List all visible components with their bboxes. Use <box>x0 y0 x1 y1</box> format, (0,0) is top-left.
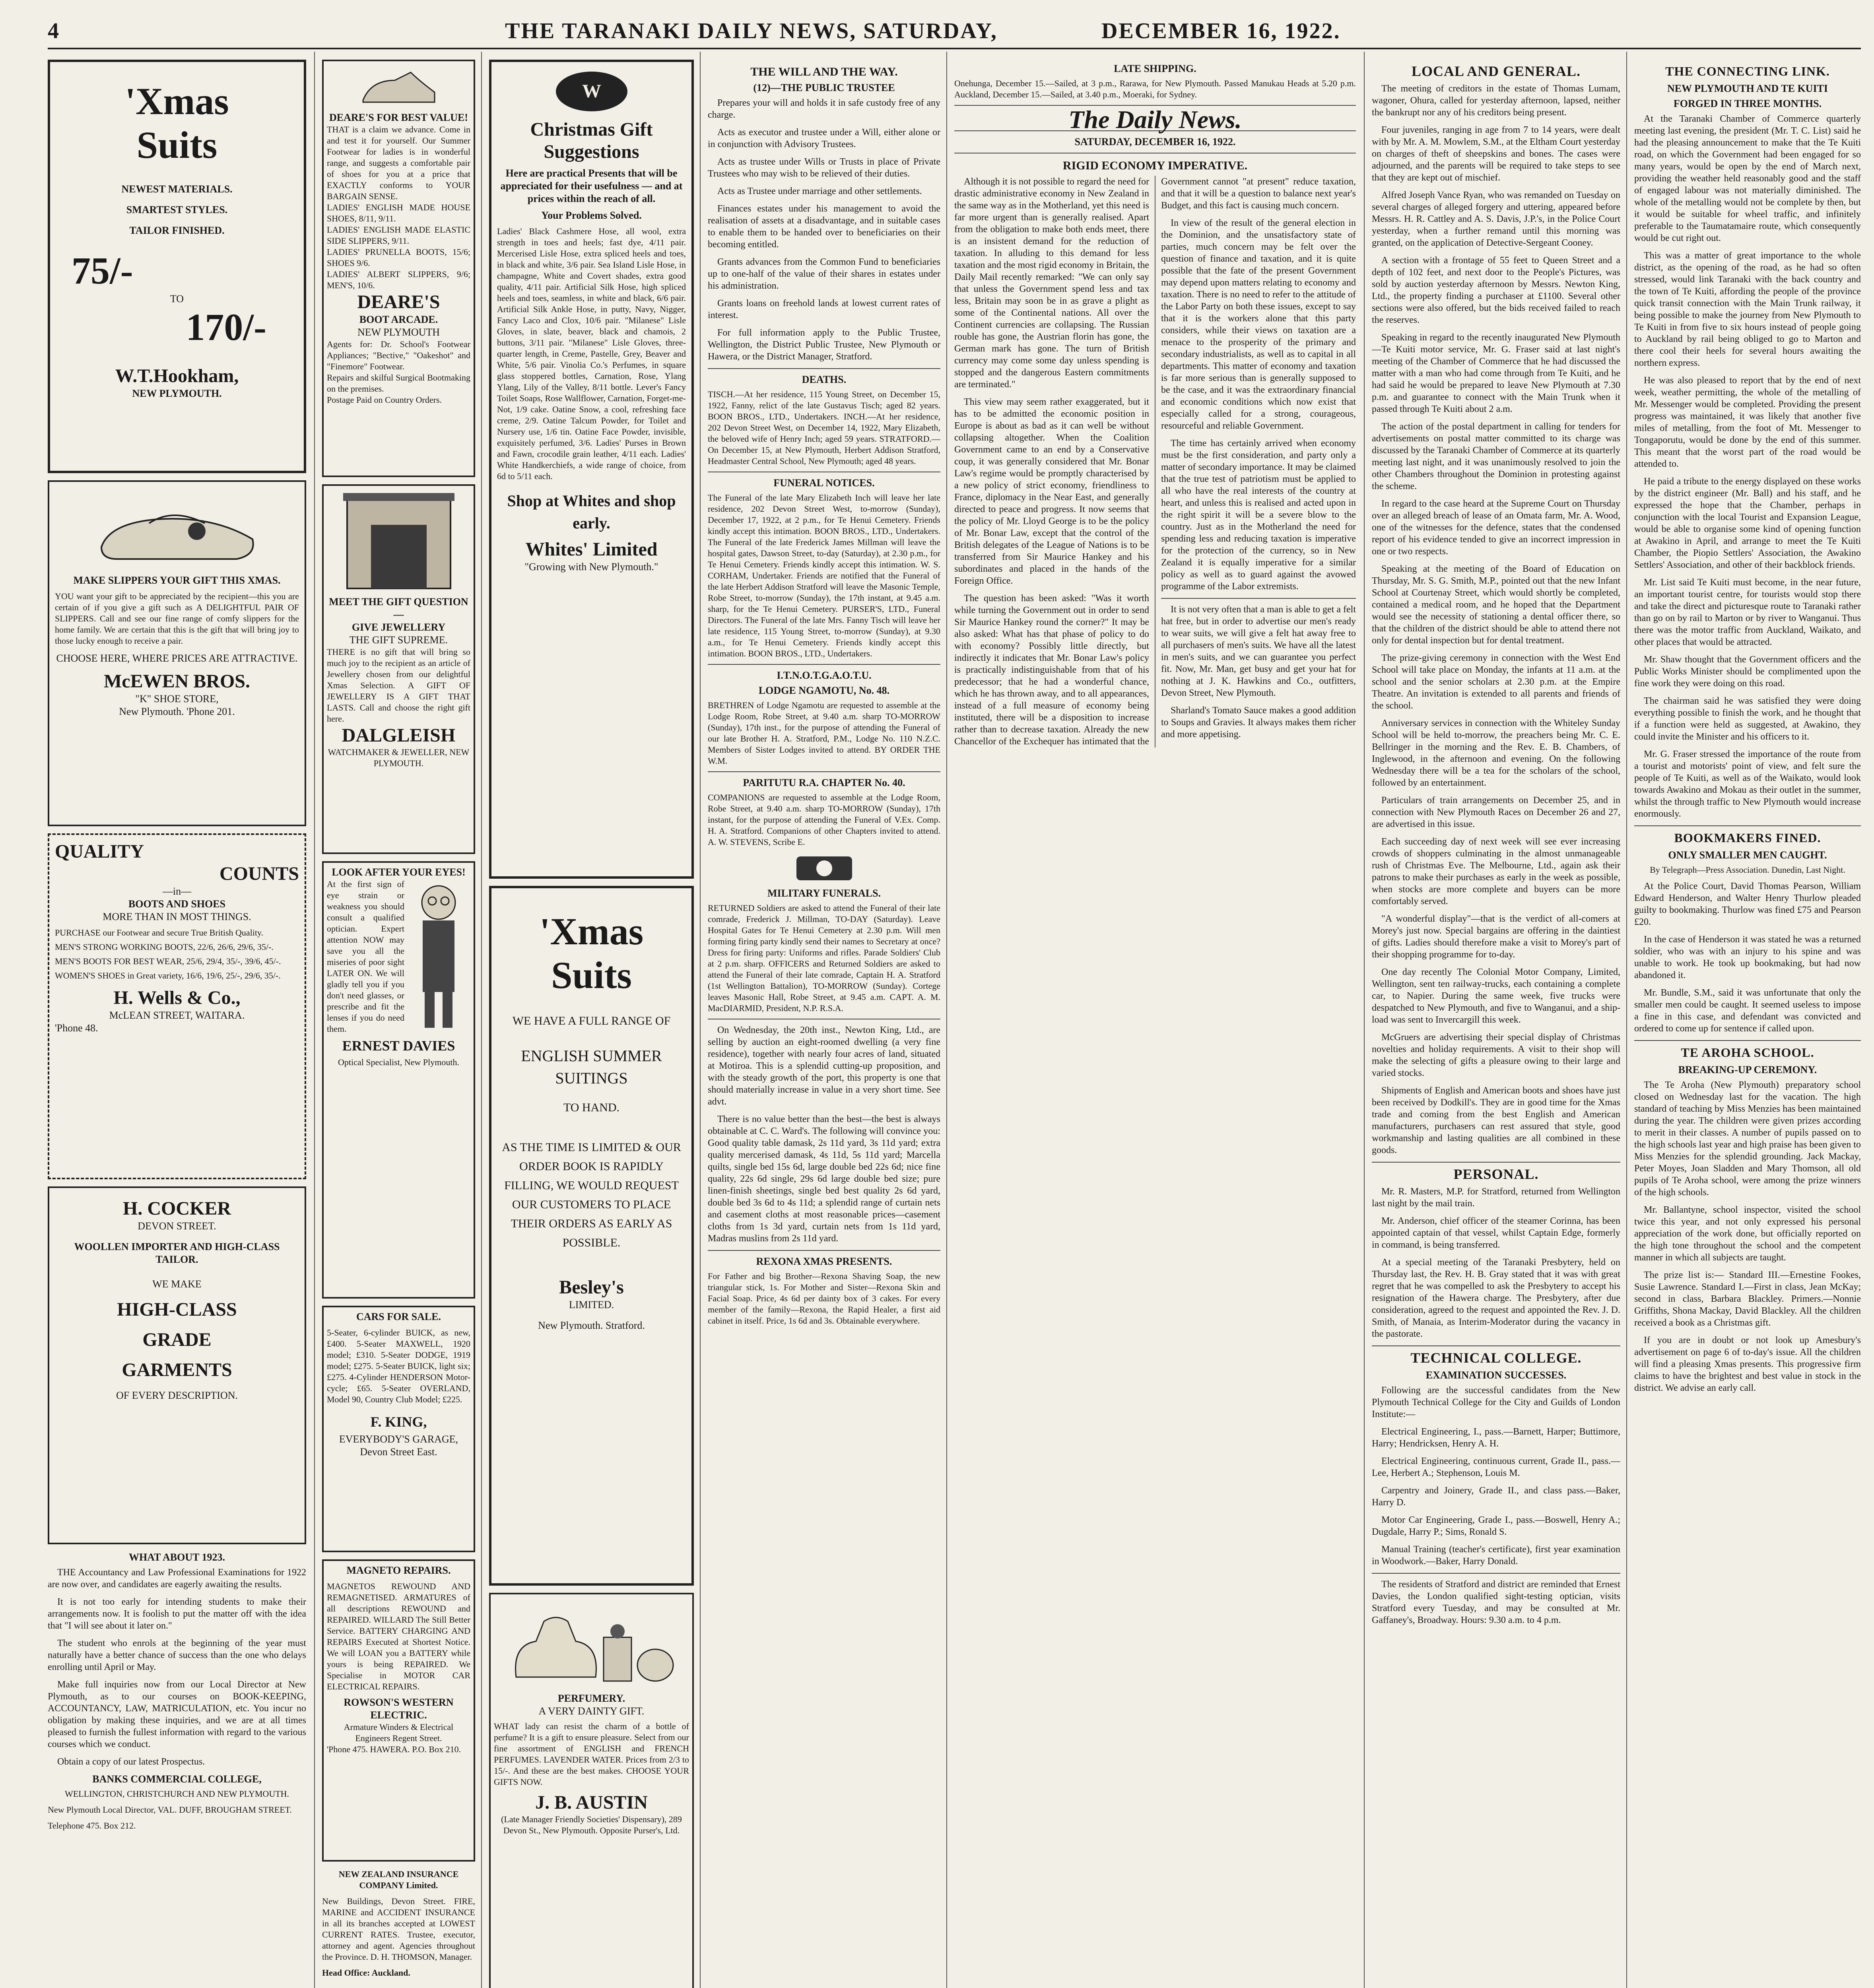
advertiser-shop: BOOT ARCADE. <box>359 314 438 325</box>
ad-body: Make full inquiries now from our Local Director at New Plymouth, as to our courses on BOOK-KEEPING, ACCOUNTANCY, LAW, MATRICULATION, etc. You incur no obligation by making these inquiries, and we are at all times pleased to furnish the fullest information with regard to the various courses which we conduct. <box>48 1679 306 1749</box>
paragraph: Anniversary services in connection with the Whiteley Sunday School will be held to-morrow, the preachers being Mr. C. E. Bellringer in the morning and the Rev. E. B. Chambers, of Inglewood, in the afternoon and evening. On the following Wednesday there will be a tea for the scholars of the school, followed by an entertainment. <box>1372 718 1620 788</box>
paragraph: Following are the successful candidates from the New Plymouth Technical College for the City and Guilds of London Institute:— <box>1372 1385 1620 1419</box>
column-4 <box>708 60 940 1988</box>
price-to: TO <box>170 293 184 305</box>
rsa-badge-icon <box>792 852 856 884</box>
editorial-date: SATURDAY, DECEMBER 16, 1922. <box>1074 136 1236 148</box>
paragraph: Mr. Anderson, chief officer of the steamer Corinna, has been appointed captain of that vessel, whilst Captain Edge, formerly in command, is being transferred. <box>1372 1216 1620 1250</box>
advertiser-place: NEW PLYMOUTH. <box>132 388 222 399</box>
ad-body: AS THE TIME IS LIMITED & OUR ORDER BOOK IS RAPIDLY FILLING, WE WOULD REQUEST OUR CUSTOMERS TO PLACE THEIR ORDERS AS EARLY AS POSSIBLE. <box>502 1141 681 1249</box>
banks-college-advert <box>48 1551 306 1831</box>
advertiser-name: H. COCKER <box>122 1198 231 1219</box>
paragraph: Mr. Ballantyne, school inspector, visited the school twice this year, and not only expressed his personal appreciation of the work done, but officially reported on the high tone throughout the school and the competent manner in which all subjects are taught. <box>1634 1205 1861 1263</box>
ad-heading: NEW ZEALAND INSURANCE COMPANY Limited. <box>338 1869 459 1890</box>
ad-body: THAT is a claim we advance. Come in and test it for yourself. Our Summer Footwear for ladies is in wonderful range, and suggests a comfortable pair of shoes for you at a price that EXACTLY conforms to YOUR BARGAIN SENSE. <box>327 124 470 201</box>
column-rule <box>481 52 482 1988</box>
ad-body: MAGNETOS REWOUND AND REMAGNETISED. ARMATURES of all descriptions REWOUND and REPAIRED. WILLARD The Still Better Service. BATTERY CHARGING AND REPAIRS Executed at Shortest Notice. We will LOAN you a BATTERY while yours is being REPAIRED. We Specialise in MOTOR CAR ELECTRICAL REPAIRS. <box>327 1581 470 1691</box>
ad-heading: CARS FOR SALE. <box>356 1311 441 1322</box>
advertiser-slogan: "Growing with New Plymouth." <box>524 561 658 573</box>
perfume-bottles-illustration <box>504 1598 679 1689</box>
section-subheading: LODGE NGAMOTU, No. 48. <box>758 685 890 696</box>
column-6 <box>1372 60 1620 1988</box>
ad-text: —in— <box>162 885 192 897</box>
column-1 <box>48 60 306 1988</box>
advertiser-name: Besley's <box>559 1277 624 1298</box>
nz-insurance-advert <box>322 1869 475 1978</box>
notice-text: BRETHREN of Lodge Ngamotu are requested to assemble at the Lodge Room, Robe Street, at 9.40 a.m. sharp TO-MORROW (Sunday), 17th inst., for the purpose of attending the Funeral of our late Brother H. A. Stratford, P.M., Lodge No. 110 N.Z.C. Members of Sister Lodges invited to attend. BY ORDER THE W.M. <box>708 700 940 766</box>
ad-heading: MAGNETO REPAIRS. <box>346 1565 451 1576</box>
editorial-body <box>954 176 1356 747</box>
ad-text: Head Office: Auckland. <box>322 1968 410 1978</box>
notice-text: The Funeral of the late Mary Elizabeth Inch will leave her late residence, 202 Devon Street West, to-morrow (Sunday), December 17, 1922, at 2 p.m., for Te Henui Cemetery. Friends kindly accept this intimation. BOON BROS., LTD., Undertakers. The Funeral of the late Frederick James Millman will leave the hospital gates, Dawson Street, to-day (Saturday), at 2.30 p.m., for Te Henui Cemetery. Friends kindly accept this intimation. W. S. CORHAM, Undertaker. Friends are notified that the Funeral of the late Herbert Addison Stratford will leave the Masonic Temple, Robe Street, to-morrow (Sunday), the 17th instant, at 9.45 a.m. sharp, for the Te Henui Cemetery. PURSER'S, LTD., Funeral Directors. The Funeral of the late Mrs. Fanny Tisch will leave her late residence, 115 Young Street, to-morrow (Sunday), at 9.30 a.m., for Te Henui Cemetery. Friends kindly accept this intimation. BOON BROS., LTD., Undertakers. <box>708 493 940 658</box>
section-heading: PERSONAL. <box>1453 1166 1539 1182</box>
column-5 <box>954 60 1356 1988</box>
notice-text: For Father and big Brother—Rexona Shaving Soap, the new triangular stick, 1s. For Mother and Sister—Rexona Skin and Facial Soap. Price, 4s 6d per dainty box of 3 cakes. For every member of the family—Rexona, the Rapid Healer, a first aid cabinet in itself. Price, 1s 6d and 3s. Obtainable everywhere. <box>708 1271 940 1326</box>
ad-text: MORE THAN IN MOST THINGS. <box>103 911 251 922</box>
paragraph: Mr. Bundle, S.M., said it was unfortunate that only the smaller men could be caught. It seemed useless to impose a fine in this case, and defendant was convicted and ordered to come up for sentence if called upon. <box>1634 988 1861 1034</box>
shoe-illustration <box>359 64 439 108</box>
editorial-heading: RIGID ECONOMY IMPERATIVE. <box>1062 159 1248 172</box>
paragraph: Electrical Engineering, I., pass.—Barnett, Harper; Buttimore, Harry; Hendricksen, Henry A. H. <box>1372 1427 1620 1449</box>
ad-body: Agents for: Dr. School's Footwear Appliances; "Bective," "Oakeshot" and "Finemore" Footwear. <box>327 339 470 371</box>
paragraph: Speaking in regard to the recently inaugurated New Plymouth—Te Kuiti motor service, Mr. G. Fraser said at last night's meeting of the Chamber of Commerce that he had discussed the matter with a man who had come through from Te Kuiti, and he had said he would be prepared to leave New Plymouth at 7.30 p.m. and guarantee to connect with the Main Trunk when it passed through Te Kuiti about 2 a.m. <box>1372 332 1620 414</box>
paragraph: McGruers are advertising their special display of Christmas novelties and holiday requirements. A visit to their shop will make the selecting of gifts a pleasure owing to their large and varied stocks. <box>1372 1032 1620 1078</box>
paragraph: Motor Car Engineering, Grade I., pass.—Boswell, Henry A.; Dugdale, Harry P.; Sims, Ronald S. <box>1372 1515 1620 1537</box>
paragraph: This was a matter of great importance to the whole district, as the opening of the road, as he had so often stressed, would link Taranaki with the back country and the town of Te Kuiti, affording the people of the province quick transit connection with the Main Trunk railway, it being possible to make the journey from New Plymouth to Te Kuiti in from five to six hours instead of people going to Auckland by rail being obliged to go to Marton and there cool their heels for several hours awaiting the northern express. <box>1634 250 1861 368</box>
divider <box>708 1250 940 1251</box>
divider <box>708 771 940 772</box>
advertiser-name: J. B. AUSTIN <box>535 1792 648 1813</box>
ad-heading: HIGH-CLASS <box>117 1299 237 1320</box>
paragraph: The Te Aroha (New Plymouth) preparatory school closed on Wednesday last for the vacation. The high standard of teaching by Miss Menzies has been maintained during the year. The children were given prizes according to merit in their classes. A number of pupils passed on to the high schools last year and high praise has been given to Miss Menzies for the splendid grounding. Jack Mackay, Peter Moyes, Joan Sladden and Mary Thomson, all old pupils of Te Aroha school, were among the prize winners of the high schools. <box>1634 1080 1861 1198</box>
notice-text: COMPANIONS are requested to assemble at the Lodge Room, Robe Street, at 9.40 a.m. sharp TO-MORROW (Sunday), 17th instant, for the purpose of attending the Funeral of V.Ex. Comp. H. A. Stratford. Companions of other Chapters invited to attend. A. W. STEVENS, Scribe E. <box>708 792 940 847</box>
paragraph: Acts as Trustee under marriage and other settlements. <box>717 186 922 196</box>
section-heading: BOOKMAKERS FINED. <box>1674 831 1821 845</box>
column-7 <box>1634 60 1861 1988</box>
ad-body: Postage Paid on Country Orders. <box>327 395 442 405</box>
ad-heading: Suits <box>136 124 218 166</box>
advertiser-address: New Plymouth. 'Phone 201. <box>119 706 235 717</box>
ad-body: YOU want your gift to be appreciated by the recipient—this you are certain of if you give a gift such as A DELIGHTFUL PAIR OF SLIPPERS. Call and see our fine range of comfy slippers for the home family. We are certain that this is the gift that will bring joy to those lucky enough to receive a pair. <box>55 591 299 646</box>
wells-advert <box>48 833 306 1179</box>
section-heading: REXONA XMAS PRESENTS. <box>756 1256 892 1267</box>
paragraph: Electrical Engineering, continuous current, Grade II., pass.—Lee, Herbert A.; Stephenson, Louis M. <box>1372 1456 1620 1478</box>
advertiser-name: W.T.Hookham, <box>115 365 239 386</box>
section-heading: TE AROHA SCHOOL. <box>1681 1045 1814 1060</box>
paragraph: Each succeeding day of next week will see ever increasing crowds of shoppers culminating in the almost unmanageable rush of Christmas Eve. The Melbourne, Ltd., again ask their patrons to make their purchases as early in the week as possible, when stocks are more complete and buyers can be more comfortably served. <box>1372 837 1620 907</box>
paragraph: Manual Training (teacher's certificate), first year examination in Woodwork.—Baker, Harry Donald. <box>1372 1544 1620 1567</box>
section-subheading: NEW PLYMOUTH AND TE KUITI <box>1667 83 1828 94</box>
ad-heading: Suits <box>551 954 632 996</box>
ad-list-item: LADIES' ENGLISH MADE HOUSE SHOES, 8/11, 9/11. <box>327 202 470 223</box>
ad-body: 5-Seater, 6-cylinder BUICK, as new, £400. 5-Seater MAXWELL, 1920 model; £310. 5-Seater DODGE, 1919 model; £275. 5-Seater BUICK, light six; £275. 4-Cylinder HENDERSON Motor-cycle; £65. 5-Seater OVERLAND, Model 90, Country Club Model; £225. <box>327 1328 470 1404</box>
paragraph: One day recently The Colonial Motor Company, Limited, Wellington, sent ten railway-trucks, each containing a complete car, to Napier. During the same week, five trucks were despatched to New Plymouth, and five to Wanganui, and a ship-load was sent to Invercargill this week. <box>1372 967 1620 1025</box>
paragraph: The time has certainly arrived when economy must be the first consideration, and party only a matter of secondary importance. It may be claimed that the true test of patriotism must be applied to all who have the real interests of the country at heart, and unless this is realised and acted upon in the right spirit it will be a severe blow to the country. Just as in the Motherland the need for spending less and reducing taxation is imperative for the protection of the currency, so in New Zealand it is equally imperative for a similar policy as well as to guard against the avowed programme of the Labor extremists. <box>1161 438 1356 592</box>
ad-text: TO HAND. <box>563 1101 620 1114</box>
mcewen-advert <box>48 480 306 826</box>
paragraph: Mr. G. Fraser stressed the importance of the route from a tourist and motorists' point of view, and felt sure the people of Te Kuiti, as well as of the Waikato, would look towards Awakino and Mokau as their outlet in the summer, whilst the through traffic to New Plymouth would increase enormously. <box>1634 749 1861 819</box>
ad-heading: LOOK AFTER YOUR EYES! <box>332 866 466 878</box>
paragraph: The prize list is:— Standard III.—Ernestine Fookes, Susie Lawrence. Standard I.—First in class, Jean McKay; second in class, Barbara Blackley. Primers.—Nonnie Griffiths, Shona Mackay, David Blackley. All the children received a book as a Christmas gift. <box>1634 1270 1861 1328</box>
ad-text: Telephone 475. Box 212. <box>48 1821 136 1831</box>
divider <box>708 664 940 665</box>
optician-man-illustration <box>407 879 470 1030</box>
ad-list-item: LADIES' PRUNELLA BOOTS, 15/6; SHOES 9/6. <box>327 247 470 268</box>
ad-heading: MEET THE GIFT QUESTION— <box>329 596 468 620</box>
paragraph: Acts as trustee under Wills or Trusts in place of Private Trustees who may wish to be relieved of their duties. <box>708 157 940 179</box>
notice-text: TISCH.—At her residence, 115 Young Street, on December 15, 1922, Fanny, relict of the late Gustavus Tisch; aged 82 years. BOON BROS., LTD., Undertakers. INCH.—At her residence, 202 Devon Street West, on December 14, 1922, Mary Elizabeth, the beloved wife of Henry Inch; aged 59 years. STRATFORD.—On December 15, at New Plymouth, Herbert Addison Stratford, Headmaster Central School, New Plymouth; aged 48 years. <box>708 389 940 466</box>
ad-body: Obtain a copy of our latest Prospectus. <box>57 1757 205 1767</box>
issue-date: DECEMBER 16, 1922. <box>1101 19 1341 43</box>
ad-body: The student who enrols at the beginning of the year must naturally have a better chance of success than the one who delays enrolling until April or May. <box>48 1638 306 1672</box>
column-2 <box>322 60 475 1988</box>
paragraph: Finances estates under his management to avoid the realisation of assets at a disadvantage, and in suitable cases to enable them to be handed over to beneficiaries on their becoming entitled. <box>708 204 940 250</box>
advertiser-name: ROWSON'S WESTERN ELECTRIC. <box>344 1697 454 1721</box>
advertiser-trade: Optical Specialist, New Plymouth. <box>338 1057 459 1067</box>
ad-list-item: LADIES' ALBERT SLIPPERS, 9/6; MEN'S, 10/6. <box>327 269 470 290</box>
section-heading: FUNERAL NOTICES. <box>773 477 875 489</box>
ad-body: MEN'S STRONG WORKING BOOTS, 22/6, 26/6, 29/6, 35/-. <box>55 942 274 952</box>
paragraph: Carpentry and Joinery, Grade II., and class pass.—Baker, Harry D. <box>1372 1485 1620 1508</box>
divider <box>1161 598 1356 599</box>
deare-advert <box>322 60 475 477</box>
advertiser-name: McEWEN BROS. <box>103 671 250 692</box>
section-subheading: BREAKING-UP CEREMONY. <box>1678 1064 1817 1076</box>
paragraph: Sharland's Tomato Sauce makes a good addition to Soups and Gravies. It always makes them richer and more appetising. <box>1161 705 1356 740</box>
ad-heading: GARMENTS <box>122 1359 232 1380</box>
advertiser-name: Whites' Limited <box>525 539 658 560</box>
section-heading: LOCAL AND GENERAL. <box>1411 63 1581 79</box>
cocker-advert <box>48 1186 306 1544</box>
ad-heading: PERFUMERY. <box>557 1693 625 1704</box>
paragraph: He paid a tribute to the energy displayed on these works by the district engineer (Mr. Ball) and his staff, and he expressed the hope that the Chamber, perhaps in conjunction with the local Tourist and Expansion League, would be able to organise some kind of opening function at Awakino in April, and arrange to meet the Te Kuiti Chamber, the Piopio Settlers' Association, the Awakino Settlers' Association, and other of their backblock friends. <box>1634 476 1861 570</box>
paragraph: The chairman said he was satisfied they were doing everything possible to finish the work, and he thought that if a function were held as suggested, at Awakino, they could invite the Minister and his officers to it. <box>1634 696 1861 742</box>
ad-heading: GIVE JEWELLERY <box>351 621 446 633</box>
ad-body: THERE is no gift that will bring so much joy to the recipient as an article of Jewellery chosen from our delightful Xmas Selection. A GIFT OF JEWELLERY IS A GIFT THAT LASTS. Call and choose the right gift here. <box>327 647 470 724</box>
paragraph: Grants loans on freehold lands at lowest current rates of interest. <box>708 298 940 320</box>
ad-text: BOOTS AND SHOES <box>128 898 226 910</box>
ad-heading: 'Xmas <box>125 80 229 122</box>
byline: By Telegraph—Press Association. Dunedin, Last Night. <box>1650 865 1845 875</box>
ad-body: Ladies' Black Cashmere Hose, all wool, extra strength in toes and heels; fast dye, 4/11 pair. Mercerised Lisle Hose, extra spliced heels and toes, in black and white, 3/6 pair. Sea Island Lisle Hose, in champagne, White and Covert shades, extra good quality, 4/11 pair. Artificial Silk Hose, high spliced heels and toes, seamless, in white and black, 6/6 pair. Artificial Silk Ankle Hose, in putty, Navy, Nigger, Fancy Laco and Clox, 10/6 pair. "Milanese" Lisle Gloves, in slate, beaver, black and chamois, 2 buttons, 3/11 pair. "Milanese" Lisle Gloves, three-quarter length, in Creme, Pastelle, Grey, Beaver and White, 5/6 pair. Vinolia Co.'s Perfumes, in square glass stoppered bottles, Carnation, Rose, Ylang Ylang, Lily of the Valley, 8/11 bottle. Lever's Fancy Toilet Soaps, Rose Wallflower, Carnation, Forget-me-Not, 1/9 cake. Oatine Snow, a cool, refreshing face creme, 2/9. Oatine Talcum Powder, for Toilet and Nursery use, 1/6 tin. Oatine Face Powder, invisible, exquisitely perfumed, 3/6. Ladies' Purses in Brown and Fawn, crocodile grain leather, 4/11 each. Ladies' White Handkerchiefs, a wide range of choice, from 6d to 5/11 each. <box>497 226 686 481</box>
advertiser-name: F. KING, <box>370 1414 427 1430</box>
ad-heading: GRADE <box>142 1329 212 1350</box>
advertiser-phone: 'Phone 48. <box>55 1022 98 1034</box>
advertiser-address: (Late Manager Friendly Societies' Dispensary), 289 Devon St., New Plymouth. Opposite Purser's, Ltd. <box>501 1814 682 1835</box>
paragraph: Prepares your will and holds it in safe custody free of any charge. <box>708 98 940 120</box>
ad-body: MEN'S BOOTS FOR BEST WEAR, 25/6, 29/4, 35/-, 39/6, 45/-. <box>55 956 281 966</box>
advertiser-name: ERNEST DAVIES <box>342 1038 455 1054</box>
advertiser-name: DEARE'S <box>357 291 440 313</box>
ad-heading: 'Xmas <box>539 910 644 953</box>
advertiser-name: H. Wells & Co., <box>113 987 241 1008</box>
advertiser-shop: "K" SHOE STORE, <box>135 693 219 705</box>
paragraph: At the Police Court, David Thomas Pearson, William Edward Henderson, and Walter Henry Thurlow pleaded guilty to bookmaking. Thurlow was fined £75 and Pearson £20. <box>1634 881 1861 927</box>
page-number: 4 <box>48 19 60 43</box>
paragraph: It is not very often that a man is able to get a felt hat free, but in order to advertise our men's ready to wear suits, we will give a felt hat away free to all purchasers of men's suits. We have all the latest in men's suits, and we can guarantee you perfect fit. Now, Mr. Man, get busy and get your hat for nothing at J. K. Hawkins and Co., outfitters, Devon Street, New Plymouth. <box>1161 604 1356 698</box>
notice-text: Onehunga, December 15.—Sailed, at 3 p.m., Rarawa, for New Plymouth. Passed Manukau Heads at 5.20 p.m. Auckland, December 15.—Sailed, at 3.40 p.m., Moeraki, for Sydney. <box>954 78 1356 99</box>
paragraph: Although it is not possible to regard the need for drastic administrative economy in New Zealand in the same way as in the Motherland, yet this need is far more urgent than is generally realised. Apart from the obligation to make both ends meet, there is an insistent demand for the reduction of taxation. In alluding to this demand for less taxation and the most rigid economy in Britain, the Daily Mail recently remarked: "We can only say that unless the Government spend less and tax less, Britain may soon be in as grave a plight as some of the Continental nations. All over the Continent currencies are collapsing. The Russian rouble has gone, the Austrian florin has gone, the German mark has gone. The turn of British currency may come some day unless spending is stopped and the dangerous Eastern commitments are terminated." <box>954 177 1149 390</box>
divider <box>1372 1345 1620 1346</box>
hookham-advert <box>48 60 306 473</box>
paragraph: The prize-giving ceremony in connection with the West End School will take place on Monday, the infants at 11 a.m. at the school and the senior scholars at 2.30 p.m. at the Empire Theatre. An invitation is extended to all parents and friends of the school. <box>1372 653 1620 711</box>
advertiser-address: Armature Winders & Electrical Engineers Regent Street. <box>344 1722 454 1743</box>
ad-heading: Christmas Gift Suggestions <box>530 119 653 162</box>
ad-body: PURCHASE our Footwear and secure True British Quality. <box>55 928 264 938</box>
ad-tagline: Shop at Whites and shop early. <box>507 492 676 532</box>
column-rule <box>700 52 701 1988</box>
ad-text: New Plymouth Local Director, VAL. DUFF, BROUGHAM STREET. <box>48 1805 292 1815</box>
paragraph: He was also pleased to report that by the end of next week, weather permitting, the whole of the metalling of Mr. Messenger would be completed. Providing the present progress was maintained, it was likely that another five miles of metalling, from the foot of Mt. Messenger to Tongaporutu, would be done by the end of this summer. This meant that the worst part of the road would be attended to. <box>1634 375 1861 469</box>
paragraph: Particulars of train arrangements on December 25, and in connection with New Plymouth Races on December 26 and 27, are advertised in this issue. <box>1372 795 1620 829</box>
paragraph: In the case of Henderson it was stated he was a returned soldier, who was with an injury to his spine and was unable to work. He took up bookmaking, but had now abandoned it. <box>1634 934 1861 980</box>
ad-body: WOMEN'S SHOES in Great variety, 16/6, 19/6, 25/-, 29/6, 35/-. <box>55 971 281 980</box>
whites-emblem-icon <box>552 68 631 115</box>
paragraph: The action of the postal department in calling for tenders for advertisements on postal matter committed to its charge was discussed by the Taranaki Chamber of Commerce at its quarterly meeting last night, and it was unanimously resolved to join the other Chambers throughout the Dominion in protesting against the scheme. <box>1372 421 1620 491</box>
advertiser-shop: EVERYBODY'S GARAGE, <box>339 1433 458 1445</box>
paragraph: Four juveniles, ranging in age from 7 to 14 years, were dealt with by Mr. A. M. Mowlem, S.M., at the Eltham Court yesterday on charges of theft of sheepskins and bones. The cases were adjourned, and the parents will be required to take steps to see that they are kept out of mischief. <box>1372 125 1620 183</box>
advertiser-name: BANKS COMMERCIAL COLLEGE, <box>92 1773 262 1785</box>
section-heading: THE WILL AND THE WAY. <box>750 65 898 78</box>
ad-tagline: TAILOR FINISHED. <box>129 225 225 236</box>
column-rule <box>314 52 315 1988</box>
whites-advert <box>489 60 694 879</box>
price-high: 170/- <box>186 306 266 348</box>
advertiser-trade: WATCHMAKER & JEWELLER, NEW PLYMOUTH. <box>328 747 470 768</box>
ad-heading: QUALITY <box>55 841 144 862</box>
ad-body: New Buildings, Devon Street. FIRE, MARINE and ACCIDENT INSURANCE in all its branches accepted at LOWEST CURRENT RATES. Trustee, executor, attorney and agent. Agencies throughout the Province. D. H. THOMSON, Manager. <box>322 1896 475 1962</box>
ad-body: It is not too early for intending students to make their arrangements now. It is foolish to put the matter off with the idea that "I will see about it later on." <box>48 1597 306 1631</box>
ad-heading: COUNTS <box>219 863 299 884</box>
ad-body: Repairs and skilful Surgical Bootmaking on the premises. <box>327 373 470 394</box>
paragraph: This view may seem rather exaggerated, but it has to be admitted the economic position in Europe is about as bad as it can well be without collapsing altogether. When the Coalition Government came to an end by a Conservative coup, it was generally considered that Mr. Bonar Law's regime would be promptly characterised by a new policy of strict economy, friendliness to France, diplomacy in the Near East, and generally directed to peace and progress. It now seems that the policy of Mr. Lloyd George is to be the policy of Mr. Bonar Law, except that the control of the British delegates of the League of Nations is to be transferred from Sir Maurice Hankey and his subordinates and placed in the hands of the Foreign Office. <box>954 397 1149 586</box>
paragraph: "A wonderful display"—that is the verdict of all-comers at Morey's just now. Special bargains are offering in the daintiest of gifts. Ladies should therefore make a visit to Morey's part of their shopping programme for to-day. <box>1372 914 1620 960</box>
ad-subheading: ENGLISH SUMMER SUITINGS <box>521 1047 662 1087</box>
section-heading: TECHNICAL COLLEGE. <box>1410 1350 1582 1366</box>
section-subheading: FORGED IN THREE MONTHS. <box>1673 98 1822 109</box>
column-rule <box>1626 52 1627 1988</box>
ad-body: WHAT lady can resist the charm of a bottle of perfume? It is a gift to ensure pleasure. Select from our fine assortment of ENGLISH and FRENCH PERFUMES. LAVENDER WATER. Prices from 2/3 to 15/-. And these are the best makes. CHOOSE YOUR GIFTS NOW. <box>494 1721 689 1787</box>
divider <box>1634 825 1861 826</box>
section-heading: I.T.N.O.T.G.A.O.T.U. <box>777 670 872 681</box>
section-subheading: ONLY SMALLER MEN CAUGHT. <box>1668 849 1827 861</box>
ad-tagline: NEWEST MATERIALS. <box>121 183 233 195</box>
ad-tagline: CHOOSE HERE, WHERE PRICES ARE ATTRACTIVE. <box>56 652 298 664</box>
davies-advert <box>322 861 475 1299</box>
ad-text: WE MAKE <box>152 1278 202 1290</box>
ad-list-item: LADIES' ENGLISH MADE ELASTIC SIDE SLIPPERS, 9/11. <box>327 225 470 246</box>
advertiser-place: NEW PLYMOUTH <box>357 326 440 338</box>
section-heading: THE CONNECTING LINK. <box>1665 64 1830 78</box>
paragraph: The question has been asked: "Was it worth while turning the Government out in order to send Sir Maurice Hankey round the corner?" It may be also asked: What has that phase of policy to do with economy? Possibly little directly, but indirectly it indicates that Mr. Bonar Law's policy is practically indistinguishable from that of his predecessor; that he had a wonderful chance, which he has thrown away, and to all appearances, instead of a full measure of economy being instituted, there will be a disposition to increase rather than to decrease taxation. Already the new Chancellor of the Exchequer has intimated that the Government cannot "at present" reduce taxation, and that it will be a question to balance next year's Budget, and this fact is causing much concern. <box>954 177 1356 747</box>
section-heading: LATE SHIPPING. <box>1114 63 1196 74</box>
paragraph: There is no value better than the best—the best is always obtainable at C. C. Ward's. The following will convince you: Good quality table damask, 2s 11d yard, 3s 11d yard; extra quality mercerised damask, 4s 11d, 5s 11d yard; Marcella quilts, single bed 15s 6d, large double bed 22s 6d; nice fine quality, 22s 6d single, 29s 6d large double bed size; pure linen-finish sheetings, single bed best quality 2s 6d yard, double bed 3s 6d to 4s 11d; a splendid range of curtain nets and casement cloths at most reasonable prices—casement cloths from 1s 3d yard, curtain nets from 1s 11d yard, Madras muslins from 2s 11d yard. <box>708 1114 940 1244</box>
ad-tagline: WOOLLEN IMPORTER AND HIGH-CLASS TAILOR. <box>74 1241 280 1265</box>
divider <box>1372 1162 1620 1163</box>
paragraph: Mr. Shaw thought that the Government officers and the Public Works Minister should be complimented upon the fine work they were doing on this road. <box>1634 654 1861 689</box>
ad-intro: Here are practical Presents that will be appreciated for their usefulness — and at prices within the reach of all. <box>500 167 683 204</box>
paragraph: If you are in doubt or not look up Amesbury's advertisement on page 6 of to-day's issue. All the children will find a pleasing Xmas presents. This progressive firm claims to have the brightest and best value in stock in the district. We advise an early call. <box>1634 1335 1861 1393</box>
dalgleish-advert <box>322 484 475 854</box>
slipper-illustration <box>93 491 260 567</box>
paragraph: In regard to the case heard at the Supreme Court on Thursday over an alleged breach of lease of an Omata farm, Mr. A. Wood, one of the witnesses for the defence, states that the condensed report of his evidence tended to give an incorrect impression in one or two respects. <box>1372 499 1620 557</box>
besley-advert <box>489 886 694 1586</box>
rowson-advert <box>322 1559 475 1862</box>
ad-body: THE Accountancy and Law Professional Examinations for 1922 are now over, and candidates are eagerly awaiting the results. <box>48 1567 306 1590</box>
advertiser-phone: 'Phone 475. HAWERA. P.O. Box 210. <box>327 1744 461 1754</box>
paragraph: The residents of Stratford and district are reminded that Ernest Davies, the London qualified sight-testing optician, visits Stratford every Tuesday, and may be consulted at Mr. Gaffaney's, Broadway. Hours: 9.30 a.m. to 4 p.m. <box>1372 1579 1620 1625</box>
paragraph: Alfred Joseph Vance Ryan, who was remanded on Tuesday on several charges of alleged forgery and uttering, appeared before Messrs. H. R. Cattley and A. S. Davis, J.P.'s, in the Police Court yesterday, when a further remand until this morning was granted, on the application of Detective-Sergeant Cooney. <box>1372 190 1620 248</box>
ad-body: At the first sign of eye strain or weakness you should consult a qualified optician. Expert attention NOW may save you all the miseries of poor sight LATER ON. We will gladly tell you if you don't need glasses, or prescribe and fit the lenses if you do need them. <box>327 879 404 1034</box>
section-subheading: (12)—THE PUBLIC TRUSTEE <box>753 82 895 93</box>
price-low: 75/- <box>72 249 133 292</box>
divider <box>708 368 940 369</box>
section-heading: DEATHS. <box>802 374 847 385</box>
advertiser-address: McLEAN STREET, WAITARA. <box>109 1010 245 1021</box>
paragraph: The meeting of creditors in the estate of Thomas Lumam, wagoner, Ohura, called for yesterday afternoon, lapsed, neither the bankrupt nor any of his creditors being present. <box>1372 83 1620 118</box>
ad-text: OF EVERY DESCRIPTION. <box>116 1390 238 1401</box>
ad-text: WELLINGTON, CHRISTCHURCH AND NEW PLYMOUTH. <box>64 1789 289 1799</box>
paragraph: On Wednesday, the 20th inst., Newton King, Ltd., are selling by auction an eight-roomed dwelling (a very fine residence), together with nearly four acres of land, situated at Motiroa. This is a splendid cutting-up proposition, and with the steady growth of the port, this property is one that should materially increase in value in a very short time. See advt. <box>708 1025 940 1107</box>
paragraph: For full information apply to the Public Trustee, Wellington, the District Public Trustee, New Plymouth or Hawera, or the District Manager, Stratford. <box>708 328 940 362</box>
ad-heading: THE GIFT SUPREME. <box>349 634 448 646</box>
newspaper-title: THE TARANAKI DAILY NEWS, SATURDAY, <box>505 19 998 43</box>
paragraph: Mr. List said Te Kuiti must become, in the near future, an important tourist centre, for tourists would stop there and take the direct and picturesque route to Taranaki rather than go on by rail to Marton or by river to Wanganui. Thus there was the motor traffic from Auckland, Waikato, and other places that would be attracted. <box>1634 577 1861 647</box>
paragraph: Acts as executor and trustee under a Will, either alone or in conjunction with Advisory Trustees. <box>708 127 940 149</box>
ad-heading: WHAT ABOUT 1923. <box>129 1551 225 1563</box>
ad-heading: MAKE SLIPPERS YOUR GIFT THIS XMAS. <box>73 575 281 586</box>
paragraph: A section with a frontage of 55 feet to Queen Street and a depth of 102 feet, and next door to the People's Pictures, was sold by auction yesterday afternoon by Messrs. Newton King, Ltd., the property finding a purchaser at £1100. Several other sections were also offered, but the bids received failed to reach the reserves. <box>1372 255 1620 325</box>
section-heading: MILITARY FUNERALS. <box>767 887 881 899</box>
notice-text: RETURNED Soldiers are asked to attend the Funeral of their late comrade, Frederick J. Millman, TO-DAY (Saturday). Leave Hospital Gates for Te Henui Cemetery at 2.30 p.m. Will men forming firing party kindly send their names to Secretary at once? Dress for firing party: Uniforms and rifles. Parade Soldiers' Club at 2 p.m. sharp. OFFICERS and Returned Soldiers are asked to attend the Funeral of their late comrade, Captain H. A. Stratford (1st Wellington Battalion), TO-MORROW (Sunday). Cortege leaves Masonic Hall, Robe Street, at 9.45 a.m. CAPT. A. M. MacDIARMID, President, N.P. R.S.A. <box>708 903 940 1013</box>
paragraph: At a special meeting of the Taranaki Presbytery, held on Thursday last, the Rev. H. B. Gray stated that it was with great regret that he was compelled to ask the Presbytery to accept his resignation of the Hawera charge. The Presbytery, after due consideration, agreed to the request and appointed the Rev. J. D. Smith, of Manaia, as Interim-Moderator during the vacancy in the pastorate. <box>1372 1257 1620 1339</box>
paragraph: Shipments of English and American boots and shoes have just been received by Dodkill's. They are in good time for the Xmas trade and coming from the best English and American manufacturers, purchasers can rest assured that style, good workmanship and lasting qualities are all combined in these goods. <box>1372 1085 1620 1155</box>
paragraph: Speaking at the meeting of the Board of Education on Thursday, Mr. S. G. Smith, M.P., pointed out that the new Infant School at Courtenay Street, which would shortly be completed, contained a medical room, and he hoped that the Department would see the necessity of stationing a dental officer there, so that the children of the district should be able to attend there not only for dental inspection but for dental treatment. <box>1372 564 1620 646</box>
advertiser-address: DEVON STREET. <box>138 1220 216 1232</box>
divider <box>1372 1573 1620 1574</box>
fireplace-illustration <box>339 489 458 592</box>
paragraph: Mr. R. Masters, M.P. for Stratford, returned from Wellington last night by the mail train. <box>1372 1186 1620 1209</box>
paragraph: In view of the result of the general election in the Dominion, and the unsatisfactory state of parties, much concern may be felt over the question of finance and taxation, and it is quite possible that the fate of the present Government may depend upon matters relating to economy and taxation. There is no need to refer to the attitude of the Labor Party on both these issues, except to say that it is the workers alone that this party considers, while their views on taxation are a menace to the prosperity of the primary and secondary industrialists, as well as to capital in all departments. This matter of economy and taxation is far more serious than is generally supposed to be the case, and it was the extraordinary financial and economic conditions which now exist that especially called for a strong, courageous, resourceful and reliable Government. <box>1161 218 1356 431</box>
paper-nameplate: The Daily News. <box>1068 105 1242 134</box>
advertiser-places: New Plymouth. Stratford. <box>538 1320 645 1331</box>
advertiser-ltd: LIMITED. <box>569 1299 614 1310</box>
ad-subheading: A VERY DAINTY GIFT. <box>538 1705 645 1717</box>
ad-subheading: Your Problems Solved. <box>541 210 642 221</box>
king-garage-advert <box>322 1306 475 1552</box>
ad-text: WE HAVE A FULL RANGE OF <box>512 1014 671 1027</box>
masthead <box>48 16 1861 49</box>
ad-tagline: SMARTEST STYLES. <box>126 204 228 215</box>
paragraph: At the Taranaki Chamber of Commerce quarterly meeting last evening, the president (Mr. T. C. List) said he had the pleasing announcement to make that the Te Kuiti road, on which the Government had been engaged for so many years, would be open by the end of March next, providing the weather held reasonably good and the staff of engaged labour was not materially diminished. The whole of the metalling would not be complete by then, but it would be suitable for wheel traffic, and infinitely preferable to the Taumatamaire route, which consequently would be cut right out. <box>1634 114 1861 243</box>
section-subheading: EXAMINATION SUCCESSES. <box>1425 1369 1567 1381</box>
ad-heading: DEARE'S FOR BEST VALUE! <box>329 112 468 123</box>
column-rule <box>946 52 947 1988</box>
column-3 <box>489 60 694 1988</box>
austin-advert <box>489 1593 694 1988</box>
svg-text:W: W <box>582 81 601 102</box>
section-heading: PARITUTU R.A. CHAPTER No. 40. <box>743 777 905 788</box>
advertiser-name: DALGLEISH <box>342 725 456 746</box>
column-rule <box>1364 52 1365 1988</box>
divider <box>1634 1040 1861 1041</box>
paragraph: Grants advances from the Common Fund to beneficiaries up to one-half of the value of their shares in estates under his administration. <box>708 257 940 291</box>
advertiser-address: Devon Street East. <box>360 1446 437 1458</box>
